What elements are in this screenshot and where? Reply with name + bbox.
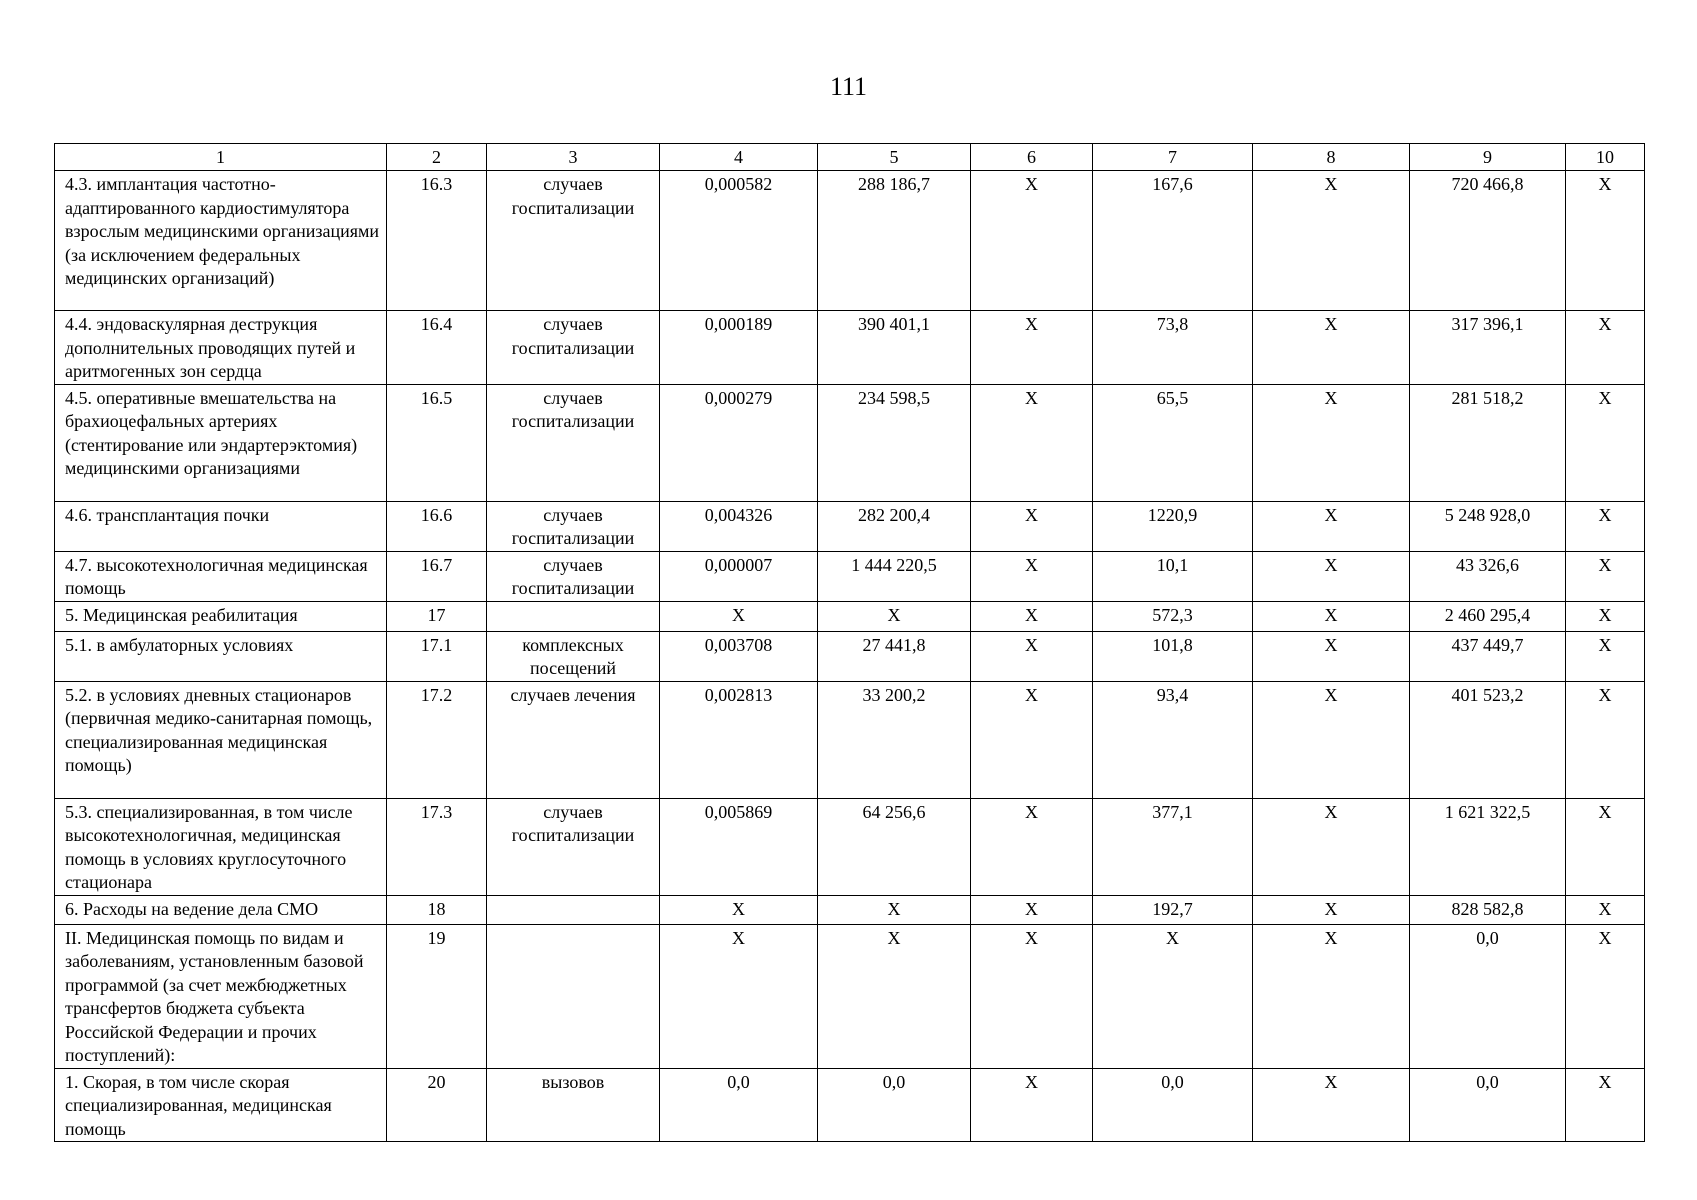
table-header-row [55,144,1645,171]
code-cell: 17.1 [387,631,487,681]
volume-cell: 0,0 [660,1068,818,1142]
volume-cell: 0,003708 [660,631,818,681]
code-cell: 16.3 [387,171,487,311]
code-cell: 16.4 [387,311,487,385]
volume-cell: Х [660,895,818,924]
volume-cell: 0,000007 [660,551,818,601]
col9-cell: 43 326,6 [1410,551,1566,601]
col10-cell: Х [1566,601,1645,631]
col6-cell: Х [971,798,1093,895]
col8-cell: Х [1253,895,1410,924]
table-row [55,1068,1645,1142]
unit-cell: комплексных посещений [487,631,660,681]
table-row [55,924,1645,1068]
col6-cell: Х [971,384,1093,501]
col10-cell: Х [1566,551,1645,601]
col6-cell: Х [971,601,1093,631]
name-cell: II. Медицинская помощь по видам и заболеваниям, установленным базовой программой (за счет межбюджетных трансфертов бюджета субъекта Российской Федерации и прочих поступлений): [55,924,387,1068]
col7-cell: 572,3 [1093,601,1253,631]
col10-cell: Х [1566,681,1645,798]
code-cell: 17 [387,601,487,631]
col10-cell: Х [1566,798,1645,895]
col9-cell: 720 466,8 [1410,171,1566,311]
code-cell: 17.3 [387,798,487,895]
cost-cell: 282 200,4 [818,501,971,551]
col7-cell: Х [1093,924,1253,1068]
col8-cell: Х [1253,501,1410,551]
col10-cell: Х [1566,1068,1645,1142]
col9-cell: 0,0 [1410,1068,1566,1142]
table-row [55,501,1645,551]
col9-cell: 281 518,2 [1410,384,1566,501]
column-number-cell: 2 [387,144,487,171]
volume-cell: Х [660,924,818,1068]
col6-cell: Х [971,311,1093,385]
col8-cell: Х [1253,311,1410,385]
col8-cell: Х [1253,384,1410,501]
cost-cell: 234 598,5 [818,384,971,501]
column-number-cell: 7 [1093,144,1253,171]
col8-cell: Х [1253,924,1410,1068]
cost-cell: 1 444 220,5 [818,551,971,601]
cost-cell: 27 441,8 [818,631,971,681]
name-cell: 4.4. эндоваскулярная деструкция дополнительных проводящих путей и аритмогенных зон сердца [55,311,387,385]
unit-cell: случаев лечения [487,681,660,798]
column-number-cell: 3 [487,144,660,171]
column-number-cell: 6 [971,144,1093,171]
col10-cell: Х [1566,384,1645,501]
col6-cell: Х [971,501,1093,551]
col7-cell: 93,4 [1093,681,1253,798]
volume-cell: 0,000582 [660,171,818,311]
col9-cell: 2 460 295,4 [1410,601,1566,631]
cost-cell: 288 186,7 [818,171,971,311]
unit-cell: случаев госпитализации [487,798,660,895]
cost-cell: Х [818,895,971,924]
col9-cell: 828 582,8 [1410,895,1566,924]
name-cell: 4.5. оперативные вмешательства на брахиоцефальных артериях (стентирование или эндартерэктомия) медицинскими организациями [55,384,387,501]
table-row [55,681,1645,798]
unit-cell: случаев госпитализации [487,171,660,311]
cost-cell: Х [818,924,971,1068]
table-row [55,171,1645,311]
code-cell: 16.7 [387,551,487,601]
volume-cell: 0,002813 [660,681,818,798]
col6-cell: Х [971,631,1093,681]
col7-cell: 0,0 [1093,1068,1253,1142]
name-cell: 6. Расходы на ведение дела СМО [55,895,387,924]
cost-cell: 64 256,6 [818,798,971,895]
col8-cell: Х [1253,551,1410,601]
col7-cell: 1220,9 [1093,501,1253,551]
col10-cell: Х [1566,311,1645,385]
col8-cell: Х [1253,171,1410,311]
name-cell: 1. Скорая, в том числе скорая специализированная, медицинская помощь [55,1068,387,1142]
col7-cell: 192,7 [1093,895,1253,924]
name-cell: 5.2. в условиях дневных стационаров (первичная медико-санитарная помощь, специализированная медицинская помощь) [55,681,387,798]
col7-cell: 167,6 [1093,171,1253,311]
col8-cell: Х [1253,798,1410,895]
code-cell: 16.5 [387,384,487,501]
col10-cell: Х [1566,501,1645,551]
volume-cell: 0,000279 [660,384,818,501]
col8-cell: Х [1253,631,1410,681]
col7-cell: 73,8 [1093,311,1253,385]
col8-cell: Х [1253,601,1410,631]
cost-cell: 0,0 [818,1068,971,1142]
column-number-cell: 4 [660,144,818,171]
unit-cell: случаев госпитализации [487,501,660,551]
col9-cell: 0,0 [1410,924,1566,1068]
code-cell: 19 [387,924,487,1068]
budget-table [54,143,1645,1142]
table-row [55,601,1645,631]
col8-cell: Х [1253,1068,1410,1142]
cost-cell: Х [818,601,971,631]
name-cell: 5.1. в амбулаторных условиях [55,631,387,681]
name-cell: 4.6. трансплантация почки [55,501,387,551]
page-number: 111 [829,72,868,101]
name-cell: 4.7. высокотехнологичная медицинская помощь [55,551,387,601]
col9-cell: 437 449,7 [1410,631,1566,681]
name-cell: 5.3. специализированная, в том числе высокотехнологичная, медицинская помощь в условиях круглосуточного стационара [55,798,387,895]
column-number-cell: 9 [1410,144,1566,171]
column-number-cell: 5 [818,144,971,171]
col7-cell: 10,1 [1093,551,1253,601]
code-cell: 20 [387,1068,487,1142]
table-body [55,144,1645,1142]
col6-cell: Х [971,171,1093,311]
col10-cell: Х [1566,895,1645,924]
col6-cell: Х [971,681,1093,798]
col9-cell: 317 396,1 [1410,311,1566,385]
col6-cell: Х [971,895,1093,924]
table-row [55,895,1645,924]
volume-cell: Х [660,601,818,631]
cost-cell: 390 401,1 [818,311,971,385]
unit-cell: случаев госпитализации [487,311,660,385]
table-row [55,311,1645,385]
col7-cell: 101,8 [1093,631,1253,681]
col7-cell: 377,1 [1093,798,1253,895]
code-cell: 17.2 [387,681,487,798]
unit-cell: случаев госпитализации [487,384,660,501]
col8-cell: Х [1253,681,1410,798]
code-cell: 16.6 [387,501,487,551]
col9-cell: 1 621 322,5 [1410,798,1566,895]
col6-cell: Х [971,924,1093,1068]
name-cell: 5. Медицинская реабилитация [55,601,387,631]
volume-cell: 0,005869 [660,798,818,895]
volume-cell: 0,000189 [660,311,818,385]
unit-cell [487,895,660,924]
code-cell: 18 [387,895,487,924]
column-number-cell: 10 [1566,144,1645,171]
table-row [55,551,1645,601]
col6-cell: Х [971,1068,1093,1142]
name-cell: 4.3. имплантация частотно-адаптированного кардиостимулятора взрослым медицинскими организациями (за исключением федеральных медицинских организаций) [55,171,387,311]
col10-cell: Х [1566,631,1645,681]
col6-cell: Х [971,551,1093,601]
table-row [55,384,1645,501]
table-row [55,631,1645,681]
unit-cell: вызовов [487,1068,660,1142]
volume-cell: 0,004326 [660,501,818,551]
col9-cell: 401 523,2 [1410,681,1566,798]
unit-cell [487,601,660,631]
cost-cell: 33 200,2 [818,681,971,798]
col9-cell: 5 248 928,0 [1410,501,1566,551]
table-row [55,798,1645,895]
column-number-cell: 1 [55,144,387,171]
unit-cell [487,924,660,1068]
col10-cell: Х [1566,924,1645,1068]
column-number-cell: 8 [1253,144,1410,171]
col7-cell: 65,5 [1093,384,1253,501]
unit-cell: случаев госпитализации [487,551,660,601]
col10-cell: Х [1566,171,1645,311]
